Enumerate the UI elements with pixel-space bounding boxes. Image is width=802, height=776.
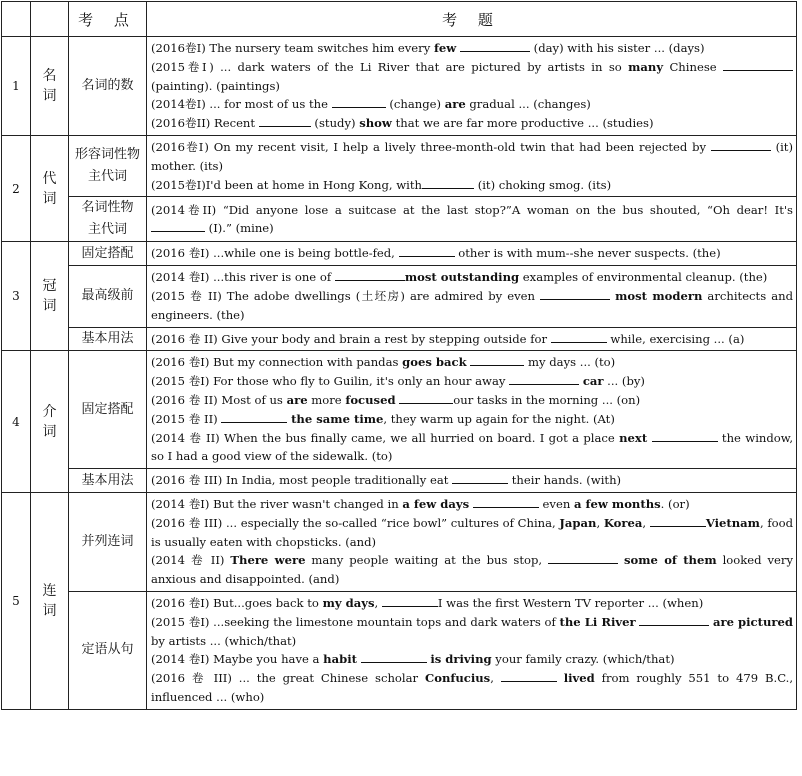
- subtopic-label: [69, 351, 147, 469]
- table-row: [2, 242, 797, 266]
- section-category: [31, 37, 69, 136]
- answer-blank: [551, 331, 607, 343]
- category-char: 词: [42, 190, 57, 207]
- subtopic-line: 最高级前: [81, 288, 134, 304]
- subtopic-line: 形容词性物: [74, 147, 140, 163]
- question-cell: [147, 242, 797, 266]
- section-category: [31, 492, 69, 709]
- answer-blank: [382, 595, 438, 607]
- question-line: (2016卷Ⅰ) On my recent visit, I help a lively three-month-old twin that had been rejected by (it) mother. (its): [151, 139, 793, 173]
- question-line: (2015卷Ⅰ)I'd been at home in Hong Kong, with (it) choking smog. (its): [151, 177, 612, 192]
- section-category: [31, 351, 69, 493]
- bold-keyword: Vietnam: [705, 515, 760, 530]
- question-cell: [147, 327, 797, 351]
- header-topic: 考 点: [69, 2, 147, 37]
- section-category: [31, 135, 69, 241]
- category-char: 连: [42, 582, 57, 599]
- section-number: 5: [2, 492, 31, 709]
- question-line: (2016 卷 III) ... especially the so-called “rice bowl” cultures of China, Japan, Korea, Vietnam, food is usually eaten with chopsticks. (and): [151, 515, 794, 549]
- answer-blank: [501, 670, 557, 682]
- subtopic-line: 主代词: [87, 169, 127, 185]
- subtopic-line: 固定搭配: [81, 401, 134, 417]
- question-line: (2016 卷 II) Give your body and brain a rest by stepping outside for while, exercising ... (a): [151, 331, 745, 346]
- table-row: [2, 266, 797, 327]
- question-line: (2016 卷 III) ... the great Chinese scholar Confucius, lived from roughly 551 to 479 B.C., influenced ... (who): [151, 671, 794, 704]
- subtopic-line: 基本用法: [81, 472, 134, 488]
- category-char: 代: [42, 170, 57, 187]
- subtopic-line: 定语从句: [81, 642, 134, 658]
- section-number: 4: [2, 351, 31, 493]
- category-char: 冠: [42, 278, 57, 295]
- question-line: (2016 卷 III) In India, most people traditionally eat their hands. (with): [151, 473, 622, 488]
- subtopic-label: [69, 37, 147, 136]
- question-line: (2014 卷 II) There were many people waiting at the bus stop, some of them looked very anxious and disappointed. (and): [151, 553, 794, 587]
- table-row: [2, 327, 797, 351]
- answer-blank: [151, 220, 205, 232]
- table-row: [2, 37, 797, 136]
- bold-keyword: habit: [323, 652, 357, 667]
- subtopic-line: 基本用法: [81, 330, 134, 346]
- answer-blank: [332, 96, 386, 108]
- question-line: (2014 卷Ⅰ) Maybe you have a habit is driving your family crazy. (which/that): [151, 652, 675, 667]
- bold-keyword: many: [628, 59, 664, 74]
- answer-blank: [639, 614, 709, 626]
- subtopic-label: [69, 469, 147, 493]
- bold-keyword: the Li River: [559, 614, 636, 629]
- bold-keyword: show: [359, 116, 392, 131]
- bold-keyword: Korea: [603, 515, 643, 530]
- subtopic-label: [69, 591, 147, 709]
- subtopic-label: [69, 266, 147, 327]
- category-char: 名: [42, 67, 57, 84]
- answer-blank: [452, 472, 508, 484]
- question-cell: [147, 266, 797, 327]
- question-line: (2015 卷 II) the same time, they warm up again for the night. (At): [151, 411, 615, 426]
- category-char: 词: [42, 298, 57, 315]
- question-line: (2015 卷 II) The adobe dwellings (土坯房) are admired by even most modern architects and engineers. (the): [151, 288, 793, 322]
- subtopic-line: 名词性物: [81, 200, 134, 216]
- question-line: (2014 卷 II) When the bus finally came, we all hurried on board. I got a place next the window, so I had a good view of the sidewalk. (to): [151, 430, 793, 464]
- bold-keyword: next: [619, 430, 648, 445]
- answer-blank: [473, 496, 539, 508]
- table-row: [2, 351, 797, 469]
- question-line: (2015 卷Ⅰ) ...seeking the limestone mountain tops and dark waters of the Li River are pictured by artists ... (which/that): [151, 614, 793, 648]
- subtopic-line: 固定搭配: [81, 245, 134, 261]
- bold-keyword: are: [286, 392, 308, 407]
- header-questions: 考 题: [147, 2, 797, 37]
- table-row: [2, 591, 797, 709]
- table-row: [2, 469, 797, 493]
- answer-blank: [470, 354, 524, 366]
- subtopic-line: 并列连词: [81, 533, 134, 549]
- subtopic-label: [69, 242, 147, 266]
- answer-blank: [540, 288, 610, 300]
- subtopic-line: 名词的数: [81, 77, 134, 93]
- header-num: [2, 2, 31, 37]
- question-line: (2016卷Ⅰ) The nursery team switches him every few (day) with his sister ... (days): [151, 41, 705, 55]
- section-number: 3: [2, 242, 31, 351]
- bold-keyword: There were: [230, 553, 306, 568]
- question-line: (2016 卷Ⅰ) But my connection with pandas goes back my days ... (to): [151, 355, 616, 370]
- section-category: [31, 242, 69, 351]
- bold-keyword: is driving: [430, 652, 492, 667]
- bold-keyword: Confucius: [424, 671, 491, 686]
- subtopic-label: [69, 492, 147, 591]
- bold-keyword: goes back: [402, 355, 467, 370]
- table-row: [2, 197, 797, 242]
- question-line: (2014 卷Ⅰ) ...this river is one of most outstanding examples of environmental cleanup. (the): [151, 270, 768, 285]
- bold-keyword: some of them: [624, 553, 717, 568]
- bold-keyword: focused: [345, 392, 396, 407]
- bold-keyword: are: [444, 97, 466, 112]
- question-line: (2015 卷Ⅰ) For those who fly to Guilin, it's only an hour away car ... (by): [151, 374, 645, 389]
- answer-blank: [399, 392, 453, 404]
- answer-blank: [335, 269, 405, 281]
- subtopic-label: [69, 197, 147, 242]
- subtopic-label: [69, 327, 147, 351]
- bold-keyword: few: [433, 41, 457, 55]
- question-cell: [147, 492, 797, 591]
- subtopic-line: 主代词: [87, 222, 127, 238]
- bold-keyword: my days: [322, 595, 375, 610]
- table-row: [2, 492, 797, 591]
- question-line: (2015卷Ⅰ) ... dark waters of the Li River that are pictured by artists in so many Chinese (painting). (paintings): [151, 58, 793, 96]
- question-cell: [147, 135, 797, 196]
- category-char: 词: [42, 423, 57, 440]
- bold-keyword: car: [582, 374, 604, 389]
- subtopic-label: [69, 135, 147, 196]
- category-char: 词: [42, 87, 57, 104]
- bold-keyword: most outstanding: [404, 270, 520, 285]
- question-line: (2016 卷Ⅰ) But...goes back to my days, I was the first Western TV reporter ... (when): [151, 595, 704, 610]
- table-row: [2, 135, 797, 196]
- question-cell: [147, 591, 797, 709]
- answer-blank: [259, 115, 311, 127]
- question-cell: [147, 469, 797, 493]
- bold-keyword: Japan: [559, 515, 597, 530]
- answer-blank: [221, 411, 287, 423]
- category-char: 词: [42, 602, 57, 619]
- bold-keyword: a few days: [402, 496, 470, 511]
- answer-blank: [399, 245, 455, 257]
- question-line: (2016卷II) Recent (study) show that we are far more productive ... (studies): [151, 116, 654, 131]
- bold-keyword: the same time: [291, 411, 384, 426]
- answer-blank: [509, 373, 579, 385]
- answer-blank: [723, 59, 793, 71]
- question-line: (2016 卷Ⅰ) ...while one is being bottle-fed, other is with mum--she never suspects. (the): [151, 246, 721, 261]
- bold-keyword: a few months: [574, 496, 661, 511]
- section-number: 1: [2, 37, 31, 136]
- answer-blank: [422, 177, 474, 189]
- answer-blank: [361, 651, 427, 663]
- question-line: (2016 卷 II) Most of us are more focused our tasks in the morning ... (on): [151, 392, 641, 407]
- question-cell: [147, 351, 797, 469]
- answer-blank: [711, 139, 771, 151]
- question-cell: [147, 37, 797, 136]
- category-char: 介: [42, 403, 57, 420]
- table-body: [2, 37, 797, 710]
- header-row: [2, 2, 797, 37]
- header-cat: [31, 2, 69, 37]
- answer-blank: [652, 430, 718, 442]
- bold-keyword: lived: [563, 671, 595, 686]
- bold-keyword: are pictured: [713, 614, 793, 629]
- grammar-table: [1, 1, 797, 710]
- answer-blank: [650, 515, 706, 527]
- question-cell: [147, 197, 797, 242]
- question-line: (2014卷Ⅰ) ... for most of us the (change) are gradual ... (changes): [151, 97, 591, 112]
- section-number: 2: [2, 135, 31, 241]
- answer-blank: [460, 40, 530, 52]
- bold-keyword: most modern: [615, 288, 703, 303]
- question-line: (2014 卷Ⅰ) But the river wasn't changed in a few days even a few months. (or): [151, 496, 690, 511]
- answer-blank: [548, 552, 618, 564]
- question-line: (2014卷II) “Did anyone lose a suitcase at the last stop?”A woman on the bus shouted, “Oh dear! It's (I).” (mine): [151, 202, 793, 236]
